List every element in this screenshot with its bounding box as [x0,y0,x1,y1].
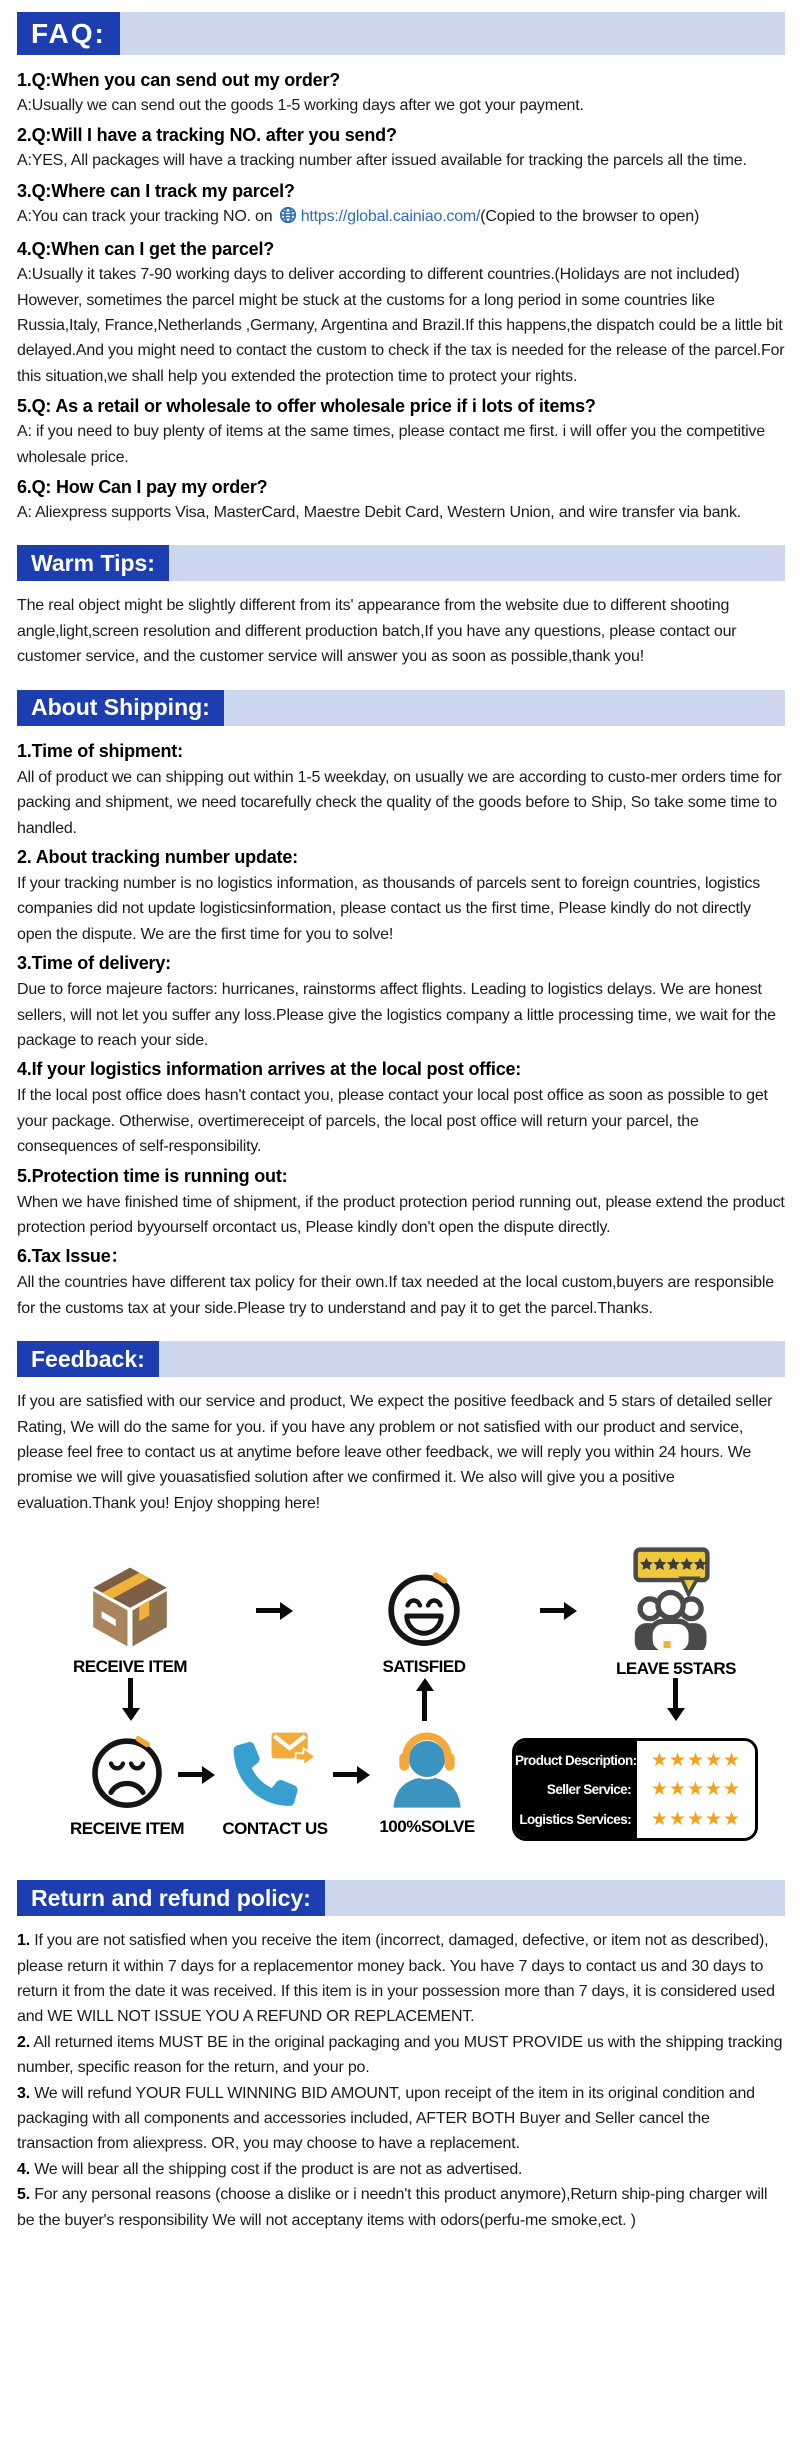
shipping-subheading: 2. About tracking number update: [17,846,298,867]
flow-label: RECEIVE ITEM [70,1819,184,1839]
feedback-section-header [17,1341,785,1377]
faq-section-header [17,12,785,55]
warm-tips-section [17,593,785,669]
faq-section [17,67,785,525]
shipping-paragraph: Due to force majeure factors: hurricanes, rainstorms affect flights. Leading to logistics delays. We are honest sellers, will not let you suffer any loss.Please give the logistics company a little processing time, we wait for the package to reach your side. [17,981,776,1049]
faq-answer [17,204,785,232]
flow-node-receive-item-unhappy [67,1730,187,1839]
flow-node-100-solve [367,1730,487,1837]
faq-question: 5.Q: As a retail or wholesale to offer wholesale price if i lots of items? [17,396,596,417]
faq-question: 6.Q: How Can I pay my order? [17,477,268,498]
arrow-right-icon [333,1772,357,1777]
policy-item: 3. We will refund YOUR FULL WINNING BID AMOUNT, upon receipt of the item in its original condition and packaging with all components and accessories included, AFTER BOTH Buyer and Seller cancel the transaction from aliexpress. OR, you may choose to have a replacement. [17,2084,755,2153]
happy-face-icon [383,1566,465,1653]
shipping-paragraph: If your tracking number is no logistics information, as thousands of parcels sent to foreign countries, logistics companies did not update logisticsinformation, please contact us the first time, Please kindly do not directly open the dispute. We are the first time for you to solve! [17,874,761,943]
shipping-paragraph: All of product we can shipping out within 1-5 weekday, on usually we are according to custo-mer orders time for packing and shipment, we need tocarefully check the quality of the goods before to Ship, So take some time to handled. [17,768,782,837]
shipping-paragraph: All the countries have different tax policy for their own.If tax needed at the local custom,buyers are responsible for the customs tax at your side.Please try to understand and pay it to get the parcel.Thanks. [17,1274,774,1317]
flow-node-receive-item [70,1566,190,1677]
warm-tips-section-header [17,545,785,581]
flow-node-contact-us [215,1730,335,1839]
feedback-title: Feedback: [17,1341,159,1377]
faq-question: 4.Q:When can I get the parcel? [17,239,275,260]
about-shipping-title: About Shipping: [17,690,224,726]
faq-section-title: FAQ: [17,12,120,55]
feedback-flow-diagram [17,1560,785,1852]
policy-item: 4. We will bear all the shipping cost if the product is are not as advertised. [17,2160,523,2178]
rating-labels [515,1741,637,1838]
five-stars-icon: ★★★★★ [650,1779,742,1801]
arrow-right-icon [540,1608,564,1613]
arrow-up-icon [422,1691,427,1721]
policy-item: 1. If you are not satisfied when you receive the item (incorrect, damaged, defective, or item not as described), please return it within 7 days for a replacementor money back. You have 7 days to contact us and 30 days to return it from the date it was received. If this item is in your possession more than 7 days, it is considered used and WE WILL NOT ISSUE YOU A REFUND OR REPLACEMENT. [17,1932,775,2026]
faq-answer: A:Usually we can send out the goods 1-5 working days after we got your payment. [17,97,584,114]
faq-question: 2.Q:Will I have a tracking NO. after you send? [17,125,397,146]
feedback-section [17,1389,785,1516]
rating-label: Product Description: [515,1752,637,1768]
flow-node-leave-5stars [616,1546,736,1679]
phone-mail-icon [232,1730,318,1815]
shipping-subheading: 1.Time of shipment: [17,740,183,761]
globe-icon [279,206,297,232]
flow-label: RECEIVE ITEM [73,1657,187,1677]
five-stars-icon: ★★★★★ [650,1749,742,1771]
flow-label: CONTACT US [222,1819,328,1839]
flow-label: 100%SOLVE [379,1817,475,1837]
warm-tips-title: Warm Tips: [17,545,169,581]
headset-person-icon [385,1730,469,1813]
shipping-paragraph: When we have finished time of shipment, if the product protection period running out, please extend the product protection period byyourself orcontact us, Please kindly don't open the dispute directly. [17,1193,785,1236]
about-shipping-section-header [17,690,785,726]
flow-label: SATISFIED [382,1657,466,1677]
shipping-subheading: 4.If your logistics information arrives at the local post office: [17,1059,522,1080]
shipping-subheading: 3.Time of delivery: [17,953,171,974]
rating-stars [637,1741,755,1838]
leave-stars-icon [631,1546,721,1655]
package-icon [88,1566,172,1653]
shipping-subheading: 6.Tax Issue： [17,1246,129,1267]
arrow-right-icon [256,1608,280,1613]
flow-node-satisfied [364,1566,484,1677]
arrow-down-icon [128,1678,133,1708]
return-policy-section-header [17,1880,785,1916]
shipping-paragraph: If the local post office does hasn't contact you, please contact your local post office as soon as possible to get your package. Otherwise, overtimereceipt of parcels, the local post office will return your parcel, the consequences of self-responsibility. [17,1087,768,1156]
warm-tips-body: The real object might be slightly different from its' appearance from the website due to different shooting angle,light,screen resolution and different production batch,If you have any questions, please contact our customer service, and the customer service will answer you as soon as possible,thank you! [17,597,737,666]
faq-answer-suffix: (Copied to the browser to open) [480,207,700,225]
faq-answer: A:YES, All packages will have a tracking number after issued available for tracking the parcels all the time. [17,152,747,170]
five-stars-icon: ★★★★★ [650,1808,742,1830]
sad-face-icon [87,1730,167,1815]
flow-label: LEAVE 5STARS [616,1659,736,1679]
faq-answer: A: if you need to buy plenty of items at the same times, please contact me first. i will offer you the competitive wholesale price. [17,423,765,466]
seller-rating-card [512,1738,758,1841]
faq-question: 3.Q:Where can I track my parcel? [17,180,295,201]
return-policy-title: Return and refund policy: [17,1880,325,1916]
faq-question: 1.Q:When you can send out my order? [17,70,341,90]
feedback-body: If you are satisfied with our service and product, We expect the positive feedback and 5 stars of detailed seller Rating, We will do the same for you. if you have any problem or not satisfied with our product and service, please feel free to contact us at anytime before leave other feedback, we will reply you within 24 hours. We promise we will give youasatisfied solution after we confirmed it. We also will give you a positive evaluation.Thank you! Enjoy shopping here! [17,1393,773,1512]
faq-answer: A: Aliexpress supports Visa, MasterCard, Maestre Debit Card, Western Union, and wire transfer via bank. [17,504,742,522]
shipping-subheading: 5.Protection time is running out: [17,1165,288,1186]
arrow-right-icon [178,1772,202,1777]
policy-item: 2. All returned items MUST BE in the original packaging and you MUST PROVIDE us with the shipping tracking number, specific reason for the return, and your po. [17,2033,783,2077]
about-shipping-section [17,738,785,1322]
faq-answer-prefix: A:You can track your tracking NO. on [17,207,277,225]
rating-label: Logistics Services: [519,1811,631,1827]
rating-label: Seller Service: [546,1782,631,1798]
faq-answer: A:Usually it takes 7-90 working days to deliver according to different countries.(Holidays are not included) However, sometimes the parcel might be stuck at the customs for a long period in some countries like Russia,Italy, France,Netherlands ,Germany, Argentina and Brazil.If this happens,the dispatch could be a little bit delayed.And you might need to contact the custom to check if the tax is needed for the release of the parcel.For this situation,we shall help you extended the protection time to protect your rights. [17,266,785,385]
tracking-link[interactable]: https://global.cainiao.com/ [300,207,481,225]
return-policy-section [17,1928,785,2233]
policy-item: 5. For any personal reasons (choose a dislike or i needn't this product anymore),Return ship-ping charger will be the buyer's responsibility We will not acceptany items with odors(perfu-me smoke,ect. ) [17,2186,768,2229]
arrow-down-icon [673,1678,678,1708]
